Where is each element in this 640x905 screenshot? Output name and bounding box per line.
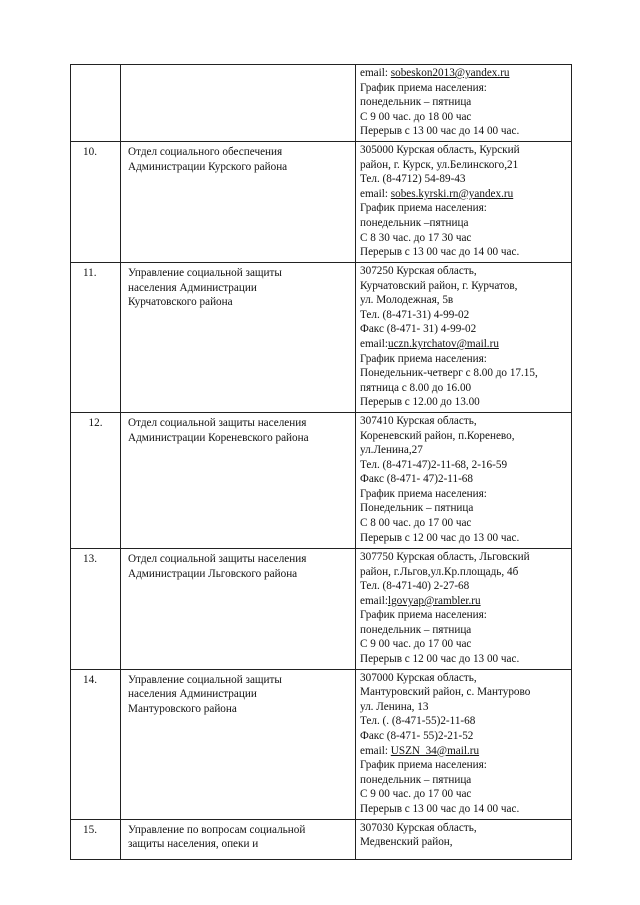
contact-line: График приема населения: <box>360 202 487 215</box>
table-row <box>71 819 572 859</box>
row-number: 11. <box>71 262 121 412</box>
organization-name <box>121 412 356 548</box>
contact-line: Кореневский район, п.Коренево, <box>360 429 515 442</box>
contact-line: 307750 Курская область, Льговский <box>360 550 530 563</box>
organization-name-line: Курчатовского района <box>128 296 233 309</box>
email-line <box>360 187 569 202</box>
organization-name <box>121 669 356 819</box>
contact-line: С 9 00 час. до 17 00 час <box>360 638 472 651</box>
contact-line: С 8 30 час. до 17 30 час <box>360 231 472 244</box>
table-row <box>71 65 572 142</box>
row-number: 13. <box>71 548 121 669</box>
contact-info <box>356 262 572 412</box>
contact-info <box>356 669 572 819</box>
contact-line: Понедельник – пятница <box>360 502 474 515</box>
email-line <box>360 744 569 759</box>
contact-line: График приема населения: <box>360 609 487 622</box>
organization-name-line: Отдел социальной защиты населения <box>128 416 307 429</box>
contact-line: С 9 00 час. до 17 00 час <box>360 788 472 801</box>
email-link[interactable]: sobeskon2013@yandex.ru <box>390 67 510 79</box>
email-link[interactable]: sobes.kyrski.rn@yandex.ru <box>390 187 514 200</box>
contact-line: ул. Ленина, 13 <box>360 700 429 713</box>
organization-name-line: Отдел социальной защиты населения <box>128 552 307 565</box>
contact-line: понедельник – пятница <box>360 96 472 109</box>
email-line <box>360 337 569 352</box>
contact-line: Медвенский район, <box>360 836 453 849</box>
contact-line: район, г.Льгов,ул.Кр.площадь, 4б <box>360 565 519 578</box>
organization-name <box>121 262 356 412</box>
contact-line: Перерыв с 12 00 час до 13 00 час. <box>360 653 520 666</box>
contact-line: Тел. (. (8-471-55)2-11-68 <box>360 715 476 728</box>
row-number: 12. <box>71 412 121 548</box>
email-line <box>360 594 569 609</box>
contact-line: 307410 Курская область, <box>360 414 477 427</box>
contact-line: 307000 Курская область, <box>360 671 477 684</box>
contact-line: Понедельник-четверг с 8.00 до 17.15, <box>360 367 538 380</box>
row-number: 10. <box>71 141 121 262</box>
contact-line: Перерыв с 12.00 до 13.00 <box>360 396 480 409</box>
contact-line: Факс (8-471- 47)2-11-68 <box>360 473 473 486</box>
contact-line: Курчатовский район, г. Курчатов, <box>360 279 518 292</box>
contact-line: График приема населения: <box>360 81 487 94</box>
contact-line: Перерыв с 13 00 час до 14 00 час. <box>360 803 520 815</box>
contact-line: Тел. (8-471-47)2-11-68, 2-16-59 <box>360 458 508 471</box>
table-row <box>71 548 572 669</box>
email-label: email: <box>360 337 388 350</box>
email-link[interactable]: lgovyap@rambler.ru <box>387 594 481 607</box>
contact-line: С 9 00 час. до 18 00 час <box>360 110 472 123</box>
contact-info <box>356 141 572 262</box>
organization-name-line: населения Администрации <box>128 688 257 701</box>
email-label: email: <box>360 594 388 607</box>
contact-line: 305000 Курская область, Курский <box>360 143 520 156</box>
table-row <box>71 262 572 412</box>
email-link[interactable]: uczn.kyrchatov@mail.ru <box>387 337 499 350</box>
contact-line: Тел. (8-471-40) 2-27-68 <box>360 580 470 593</box>
email-line <box>360 66 569 81</box>
organizations-table <box>70 64 572 860</box>
contact-line: Мантуровский район, с. Мантурово <box>360 686 531 699</box>
organization-name-line: Администрации Курского района <box>128 160 288 173</box>
organization-name-line: Администрации Льговского района <box>128 567 298 580</box>
organization-name-line: Администрации Кореневского района <box>128 431 309 444</box>
email-label: email: <box>360 744 391 757</box>
table-row <box>71 141 572 262</box>
organization-name-line: населения Администрации <box>128 281 257 294</box>
contact-info <box>356 548 572 669</box>
contact-line: 307250 Курская область, <box>360 264 477 277</box>
row-number: 15. <box>71 819 121 859</box>
contact-line: понедельник – пятница <box>360 623 472 636</box>
contact-line: Перерыв с 13 00 час до 14 00 час. <box>360 125 520 138</box>
contact-line: Факс (8-471- 31) 4-99-02 <box>360 323 477 336</box>
contact-info <box>356 819 572 859</box>
organization-name-line: Управление социальной защиты <box>128 673 282 686</box>
contact-line: 307030 Курская область, <box>360 821 477 834</box>
contact-line: С 8 00 час. до 17 00 час <box>360 517 472 530</box>
contact-line: понедельник – пятница <box>360 773 472 786</box>
contact-info <box>356 412 572 548</box>
contact-line: ул.Ленина,27 <box>360 444 423 457</box>
organization-name-line: Управление социальной защиты <box>128 266 282 279</box>
contact-info <box>356 65 572 142</box>
organization-name-line: Управление по вопросам социальной <box>128 823 306 836</box>
organization-name-line: защиты населения, опеки и <box>128 838 259 851</box>
contact-line: График приема населения: <box>360 759 487 772</box>
contact-line: понедельник –пятница <box>360 216 469 229</box>
contact-line: Перерыв с 13 00 час до 14 00 час. <box>360 246 520 259</box>
contact-line: пятница с 8.00 до 16.00 <box>360 381 472 394</box>
table-body <box>71 65 572 860</box>
organization-name-line: Мантуровского района <box>128 702 237 715</box>
row-number: 14. <box>71 669 121 819</box>
organization-name <box>121 819 356 859</box>
row-number <box>71 65 121 142</box>
organization-name <box>121 65 356 142</box>
contact-line: ул. Молодежная, 5в <box>360 294 454 307</box>
table-row <box>71 412 572 548</box>
organization-name-line: Отдел социального обеспечения <box>128 145 283 158</box>
email-label: email: <box>360 187 391 200</box>
contact-line: График приема населения: <box>360 487 487 500</box>
organization-name <box>121 548 356 669</box>
contact-line: Тел. (8-4712) 54-89-43 <box>360 173 466 186</box>
organization-name <box>121 141 356 262</box>
contact-line: район, г. Курск, ул.Белинского,21 <box>360 158 519 171</box>
email-label: email: <box>360 67 391 79</box>
contact-line: Тел. (8-471-31) 4-99-02 <box>360 308 470 321</box>
contact-line: Факс (8-471- 55)2-21-52 <box>360 730 474 743</box>
contact-line: Перерыв с 12 00 час до 13 00 час. <box>360 531 520 544</box>
email-link[interactable]: USZN_34@mail.ru <box>390 744 480 757</box>
contact-line: График приема населения: <box>360 352 487 365</box>
table-row <box>71 669 572 819</box>
